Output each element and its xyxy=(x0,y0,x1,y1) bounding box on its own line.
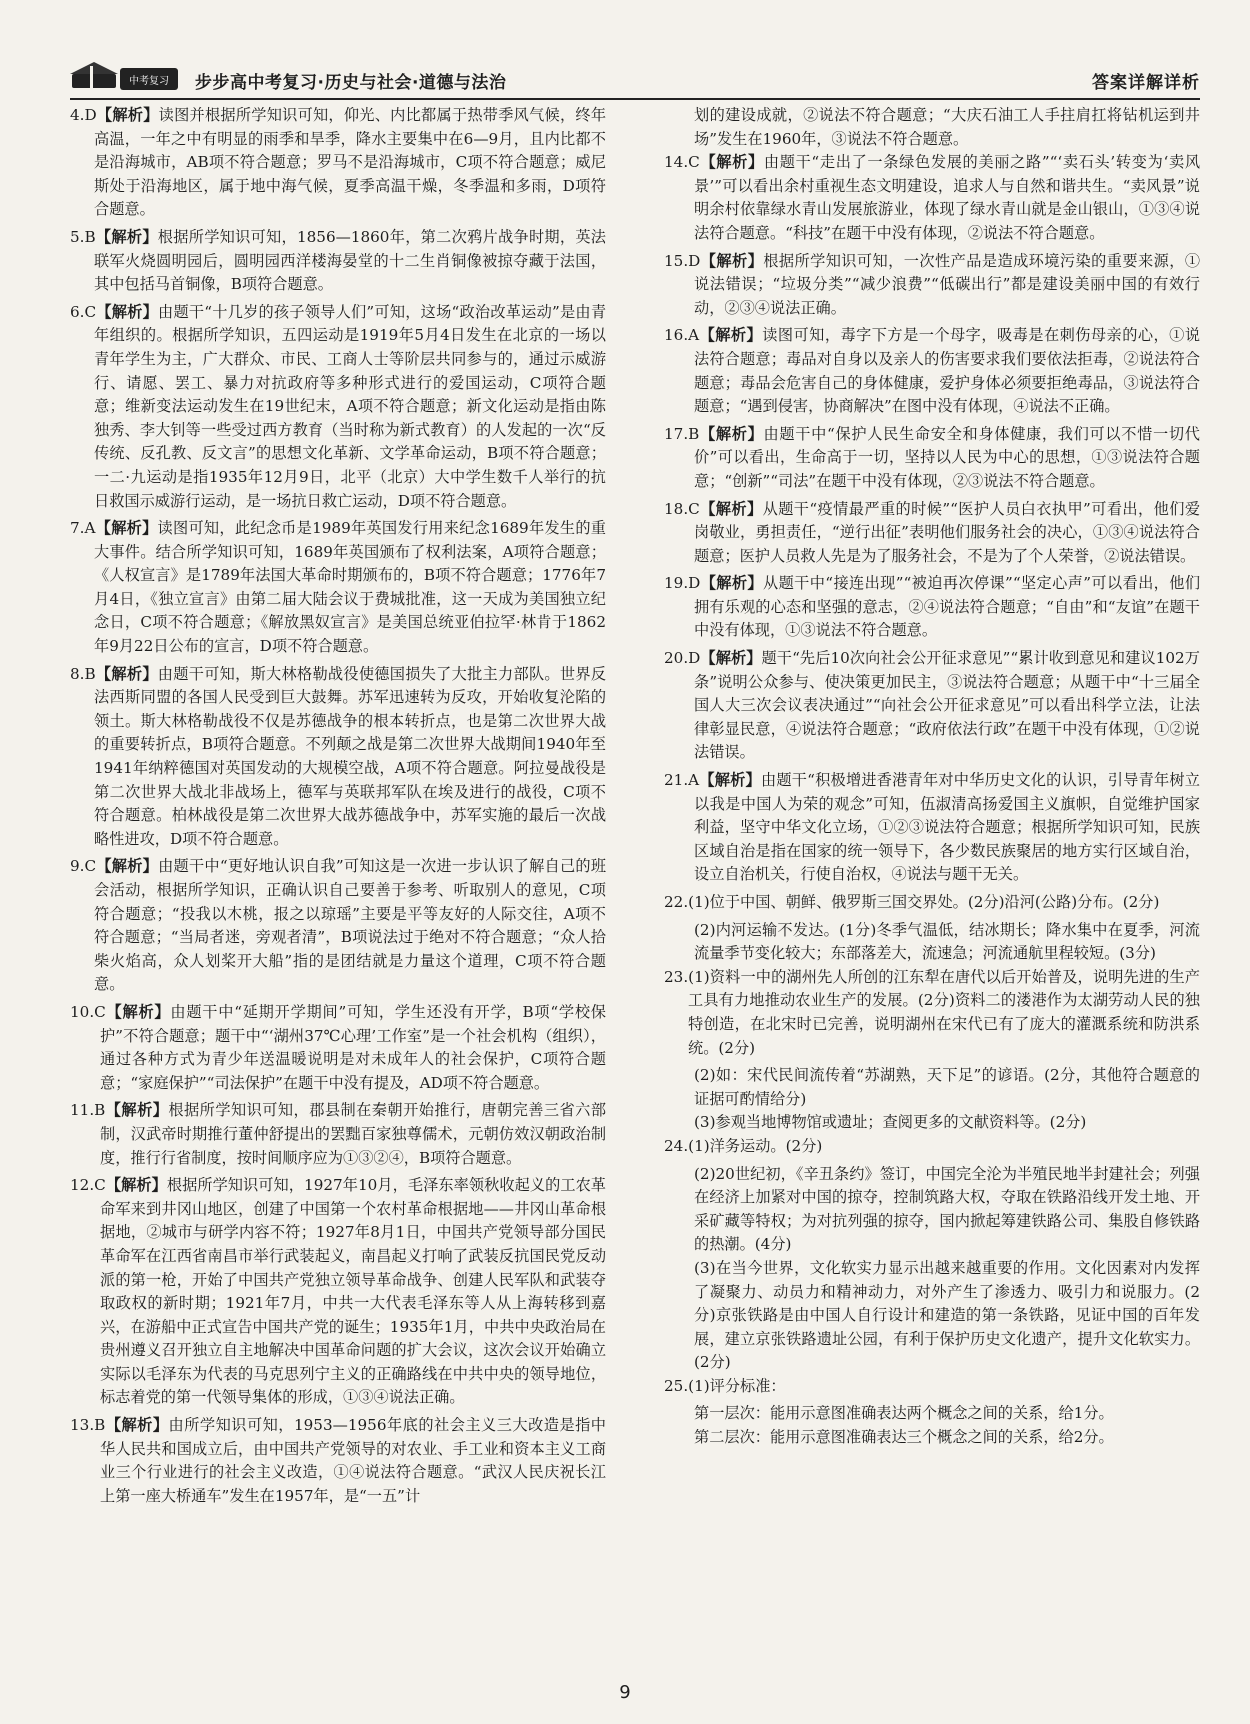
section-title: 答案详解详析 xyxy=(1092,73,1200,93)
analysis-tag: 【解析】 xyxy=(96,857,159,876)
answer-text: 由题干中“保护人民生命安全和身体健康，我们可以不惜一切代价”可以看出，生命高于一切，坚持以人民为中心的思想，①③说法符合题意；“创新”“司法”在题干中没有体现，②③说法不符合题意。 xyxy=(694,424,1200,490)
answer-number: 8.B xyxy=(70,664,96,683)
analysis-tag: 【解析】 xyxy=(700,251,764,270)
left-column xyxy=(70,104,606,1512)
answer-continuation xyxy=(664,104,1200,151)
answer-number: 21.A xyxy=(664,771,700,790)
answer-number: 19.D xyxy=(664,574,701,593)
answer-number: 5.B xyxy=(70,227,96,246)
answer-entry xyxy=(70,1099,606,1170)
answer-text: 划的建设成就，②说法不符合题意；“大庆石油工人手拄肩扛将钻机运到井场”发生在1960年，③说法不符合题意。 xyxy=(694,106,1200,148)
answer-text: 由题干“积极增进香港青年对中华历史文化的认识，引导青年树立以我是中国人为荣的观念”可知，伍淑清高扬爱国主义旗帜，自觉维护国家利益，坚守中华文化立场，①②③说法符合题意；根据所学知识可知，民族区域自治是指在国家的统一领导下，各少数民族聚居的地方实行区域自治，设立自治机关，行使自治权，④说法与题干无关。 xyxy=(694,771,1200,884)
answer-entry xyxy=(664,1135,1200,1159)
answer-text: (1)洋务运动。(2分) xyxy=(688,1136,823,1155)
answer-text: 第一层次：能用示意图准确表达两个概念之间的关系，给1分。 xyxy=(694,1404,1114,1423)
answer-text: (3)在当今世界，文化软实力显示出越来越重要的作用。文化因素对内发挥了凝聚力、动员力和精神动力，对外产生了渗透力、吸引力和说服力。(2分)京张铁路是由中国人自行设计和建造的第一条铁路，见证中国的百年发展，建立京张铁路遗址公园，有利于保护历史文化遗产，提升文化软实力。(2分) xyxy=(694,1258,1200,1372)
analysis-tag: 【解析】 xyxy=(95,519,158,538)
answer-text: (3)参观当地博物馆或遗址；查阅更多的文献资料等。(2分) xyxy=(694,1113,1087,1132)
answer-number: 14.C xyxy=(664,153,700,172)
answer-text: 由所学知识可知，1953—1956年底的社会主义三大改造是指中华人民共和国成立后，由中国共产党领导的对农业、手工业和资本主义工商业三个行业进行的社会主义改造，①④说法符合题意。“武汉人民庆祝长江上第一座大桥通车”发生在1957年，是“一五”计 xyxy=(100,1416,606,1505)
answer-entry xyxy=(70,663,606,852)
answer-text: 根据所学知识可知，1927年10月，毛泽东率领秋收起义的工农革命军来到井冈山地区，创建了中国第一个农村革命根据地——井冈山革命根据地，②城市与研学内容不符；1927年8月1日，中国共产党领导部分国民革命军在江西省南昌市举行武装起义，南昌起义打响了武装反抗国民党反动派的第一枪，开始了中国共产党独立领导革命战争、创建人民军队和武装夺取政权的新时期；1921年7月，中共一大代表毛泽东等人从上海转移到嘉兴，在游船中正式宣告中国共产党的诞生；1935年1月，中共中央政治局在贵州遵义召开独立自主地解决中国革命问题的扩大会议，这次会议开始确立实际以毛泽东为代表的马克思列宁主义的正确路线在中共中央的领导地位，标志着党的第一代领导集体的形成，①③④说法正确。 xyxy=(100,1176,606,1407)
page-number: 9 xyxy=(619,1682,631,1703)
answer-entry xyxy=(664,769,1200,887)
answer-entry xyxy=(664,891,1200,915)
answer-continuation xyxy=(664,1163,1200,1257)
answer-text: 根据所学知识可知，郡县制在秦朝开始推行，唐朝完善三省六部制，汉武帝时期推行董仲舒提出的罢黜百家独尊儒术，元朝仿效汉朝政治制度，推行行省制度，按时间顺序应为①③②④，B项符合题意。 xyxy=(100,1101,607,1167)
right-column xyxy=(664,104,1200,1450)
answer-text: 根据所学知识可知，一次性产品是造成环境污染的重要来源，①说法错误；“垃圾分类”“减少浪费”“低碳出行”都是建设美丽中国的有效行动，②③④说法正确。 xyxy=(694,251,1201,317)
answer-entry xyxy=(664,324,1200,418)
analysis-tag: 【解析】 xyxy=(96,106,159,124)
answer-number: 16.A xyxy=(664,326,700,345)
answer-text: 从题干中“接连出现”“被迫再次停课”“坚定心声”可以看出，他们拥有乐观的心态和坚强的意志，②④说法符合题意；“自由”和“友谊”在题干中没有体现，①③说法不符合题意。 xyxy=(694,574,1201,640)
answer-entry xyxy=(70,1174,606,1410)
answer-text: (1)资料一中的湖州先人所创的江东犁在唐代以后开始普及，说明先进的生产工具有力地推动农业生产的发展。(2分)资料二的溇港作为太湖劳动人民的独特创造，在北宋时已完善，说明湖州在宋代已有了庞大的灌溉系统和防洪系统。(2分) xyxy=(688,967,1200,1057)
answer-entry xyxy=(664,498,1200,569)
answer-continuation xyxy=(664,1064,1200,1111)
answer-entry xyxy=(664,423,1200,494)
answer-entry xyxy=(664,1375,1200,1399)
answer-text: 第二层次：能用示意图准确表达三个概念之间的关系，给2分。 xyxy=(694,1428,1114,1447)
answer-entry xyxy=(70,104,606,222)
answer-continuation xyxy=(664,1402,1200,1426)
analysis-tag: 【解析】 xyxy=(105,1101,169,1120)
answer-text: (1)评分标准： xyxy=(688,1376,786,1395)
answer-entry xyxy=(664,250,1200,321)
answer-text: 由题干中“延期开学期间”可知，学生还没有开学，B项“学校保护”不符合题意；题干中“‘湖州37℃心理’工作室”是一个社会机构（组织），通过各种方式为青少年送温暖说明是对未成年人的社会保护，C项符合题意；“家庭保护”“司法保护”在题干中没有提及，AD项不符合题意。 xyxy=(100,1002,606,1092)
analysis-tag: 【解析】 xyxy=(700,574,764,593)
answer-entry xyxy=(70,1001,606,1095)
answer-text: 由题干“走出了一条绿色发展的美丽之路”“‘卖石头’转变为‘卖风景’”可以看出余村重视生态文明建设，追求人与自然和谐共生。“卖风景”说明余村依靠绿水青山发展旅游业，体现了绿水青山就是金山银山，①③④说法符合题意。“科技”在题干中没有体现，②说法不符合题意。 xyxy=(694,153,1201,242)
answer-entry xyxy=(664,647,1200,765)
analysis-tag: 【解析】 xyxy=(699,499,763,518)
page-header xyxy=(70,58,1200,100)
answer-number: 18.C xyxy=(664,499,700,518)
analysis-tag: 【解析】 xyxy=(699,424,764,443)
answer-number: 22. xyxy=(664,893,689,911)
answer-text: (2)20世纪初，《辛丑条约》签订，中国完全沦为半殖民地半封建社会；列强在经济上加紧对中国的掠夺，控制筑路大权，夺取在铁路沿线开发土地、开采矿藏等特权；为对抗列强的掠夺，国内掀起筹建铁路公司、集股自修铁路的热潮。(4分) xyxy=(694,1164,1200,1254)
answer-number: 10.C xyxy=(70,1002,106,1021)
answer-number: 20.D xyxy=(664,649,701,668)
answer-text: 从题干“疫情最严重的时候”“医护人员白衣执甲”可看出，他们爱岗敬业，勇担责任，“逆行出征”表明他们服务社会的决心，①③④说法符合题意；医护人员救人先是为了服务社会，不是为了个人荣誉，②说法错误。 xyxy=(694,499,1201,565)
answer-continuation xyxy=(664,1426,1200,1450)
answer-number: 4.D xyxy=(70,106,97,124)
answer-text: 读图可知，毒字下方是一个母字，吸毒是在刺伤母亲的心，①说法符合题意；毒品对自身以及亲人的伤害要求我们要依法拒毒，②说法符合题意；毒品会危害自己的身体健康，爱护身体必须要拒绝毒品，③说法符合题意；“遇到侵害，协商解决”在图中没有体现，④说法不正确。 xyxy=(694,326,1201,416)
analysis-tag: 【解析】 xyxy=(96,302,159,321)
analysis-tag: 【解析】 xyxy=(95,227,158,246)
answer-entry xyxy=(70,855,606,997)
answer-number: 24. xyxy=(664,1136,689,1155)
answer-number: 9.C xyxy=(70,857,97,876)
answer-continuation xyxy=(664,1257,1200,1375)
analysis-tag: 【解析】 xyxy=(700,649,762,668)
answer-text: 题干“先后10次向社会公开征求意见”“累计收到意见和建议102万条”说明公众参与、使决策更加民主，③说法符合题意；从题干中“十三届全国人大三次会议表决通过”“向社会公开征求意见”可以看出科学立法，让法律彰显民意，④说法符合题意；“政府依法行政”在题干中没有体现，①②说法错误。 xyxy=(694,649,1200,762)
answer-number: 13.B xyxy=(70,1416,106,1435)
answer-text: (2)内河运输不发达。(1分)冬季气温低，结冰期长；降水集中在夏季，河流流量季节变化较大；东部落差大，流速急；河流通航里程较短。(3分) xyxy=(694,920,1200,963)
answer-number: 11.B xyxy=(70,1101,106,1120)
answer-text: 根据所学知识可知，1856—1860年，第二次鸦片战争时期，英法联军火烧圆明园后，圆明园西洋楼海晏堂的十二生肖铜像被掠夺藏于法国，其中包括马首铜像，B项符合题意。 xyxy=(94,227,606,294)
answer-number: 6.C xyxy=(70,302,97,321)
answer-text: (1)位于中国、朝鲜、俄罗斯三国交界处。(2分)沿河(公路)分布。(2分) xyxy=(688,893,1160,911)
analysis-tag: 【解析】 xyxy=(105,1176,167,1195)
analysis-tag: 【解析】 xyxy=(105,1002,171,1021)
answer-entry xyxy=(70,517,606,659)
answer-text: 读图可知，此纪念币是1989年英国发行用来纪念1689年发生的重大事件。结合所学知识可知，1689年英国颁布了权利法案，A项符合题意；《人权宣言》是1789年法国大革命时期颁布的，B项不符合题意；1776年7月4日，《独立宣言》由第二届大陆会议于费城批准，这一天成为美国独立纪念日，C项不符合题意；《解放黑奴宣言》是美国总统亚伯拉罕·林肯于1862年9月22日公布的宣言，D项不符合题意。 xyxy=(94,519,606,656)
answer-continuation xyxy=(664,1111,1200,1135)
answer-text: 由题干中“更好地认识自我”可知这是一次进一步认识了解自己的班会活动，根据所学知识，正确认识自己要善于参考、听取别人的意见，C项符合题意；“投我以木桃，报之以琼瑶”主要是平等友好的人际交往，A项不符合题意；“当局者迷，旁观者清”，B项说法过于绝对不符合题意；“众人拾柴火焰高，众人划桨开大船”指的是团结就是力量这个道理，C项不符合题意。 xyxy=(94,857,607,994)
answer-text: 读图并根据所学知识可知，仰光、内比都属于热带季风气候，终年高温，一年之中有明显的雨季和旱季，降水主要集中在6—9月，且内比都不是沿海城市，AB项不符合题意；罗马不是沿海城市，C项不符合题意；威尼斯处于沿海地区，属于地中海气候，夏季高温干燥，冬季温和多雨，D项符合题意。 xyxy=(94,106,607,219)
analysis-tag: 【解析】 xyxy=(699,326,763,345)
answer-number: 17.B xyxy=(664,424,700,443)
analysis-tag: 【解析】 xyxy=(699,771,761,790)
answer-entry xyxy=(664,151,1200,245)
analysis-tag: 【解析】 xyxy=(95,664,158,683)
answer-entry xyxy=(70,226,606,297)
answer-number: 12.C xyxy=(70,1176,106,1195)
answer-entry xyxy=(70,1414,606,1508)
answer-entry xyxy=(664,966,1200,1060)
answer-entry xyxy=(664,572,1200,643)
book-logo-icon xyxy=(70,60,180,94)
answer-text: 由题干“十几岁的孩子领导人们”可知，这场“政治改革运动”是由青年组织的。根据所学知识，五四运动是1919年5月4日发生在北京的一场以青年学生为主，广大群众、市民、工商人士等阶层共同参与的，通过示威游行、请愿、罢工、暴力对抗政府等多种形式进行的爱国运动，C项符合题意；维新变法运动发生在19世纪末，A项不符合题意；新文化运动是指由陈独秀、李大钊等一些受过西方教育（当时称为新式教育）的人发起的一次“反传统、反孔教、反文言”的思想文化革新、文学革命运动，B项不符合题意；一二·九运动是指1935年12月9日，北平（北京）大中学生数千人举行的抗日救国示威游行运动，是一场抗日救亡运动，D项不符合题意。 xyxy=(94,302,607,510)
series-title: 步步高中考复习·历史与社会·道德与法治 xyxy=(195,73,507,93)
answer-number: 25. xyxy=(664,1376,689,1395)
answer-number: 7.A xyxy=(70,519,96,538)
analysis-tag: 【解析】 xyxy=(105,1416,169,1435)
answer-number: 15.D xyxy=(664,251,701,270)
answer-text: (2)如：宋代民间流传着“苏湖熟，天下足”的谚语。(2分，其他符合题意的证据可酌情给分) xyxy=(694,1066,1200,1108)
answer-text: 由题干可知，斯大林格勒战役使德国损失了大批主力部队。世界反法西斯同盟的各国人民受到巨大鼓舞。苏军迅速转为反攻，开始收复沦陷的领土。斯大林格勒战役不仅是苏德战争的根本转折点，也是第二次世界大战的重要转折点，B项符合题意。不列颠之战是第二次世界大战期间1940年至1941年纳粹德国对英国发动的大规模空战，A项不符合题意。阿拉曼战役是第二次世界大战北非战场上，德军与英联邦军队在埃及进行的战役，C项不符合题意。柏林战役是第二次世界大战苏德战争中，苏军实施的最后一次战略性进攻，D项不符合题意。 xyxy=(94,664,607,848)
logo-text: 中考复习 xyxy=(129,76,169,87)
answer-entry xyxy=(70,301,606,513)
answer-continuation xyxy=(664,919,1200,966)
analysis-tag: 【解析】 xyxy=(699,153,764,172)
answer-number: 23. xyxy=(664,967,689,986)
